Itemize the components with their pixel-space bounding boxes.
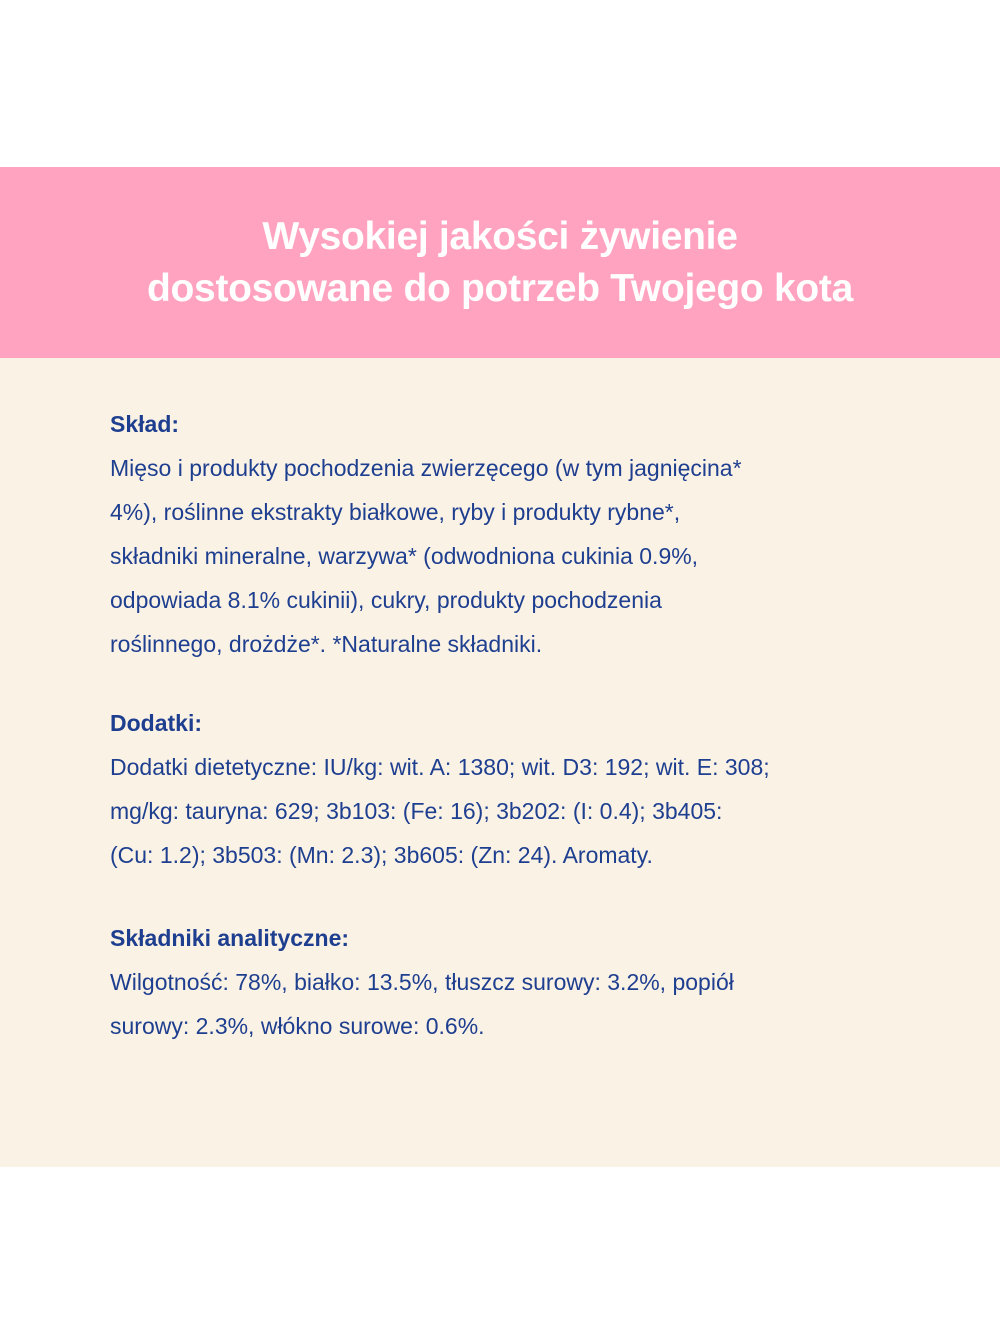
analytical-text-line: surowy: 2.3%, włókno surowe: 0.6%. <box>110 1013 485 1039</box>
composition-text-line: roślinnego, drożdże*. *Naturalne składniki. <box>110 631 543 657</box>
composition-text-line: 4%), roślinne ekstrakty białkowe, ryby i produkty rybne*, <box>110 499 681 525</box>
info-panel <box>0 358 1000 1167</box>
composition-section <box>110 402 910 666</box>
analytical-section <box>110 916 910 1048</box>
title-banner <box>0 167 1000 358</box>
composition-text-line: Mięso i produkty pochodzenia zwierzęcego (w tym jagnięcina* <box>110 455 742 481</box>
composition-text-line: składniki mineralne, warzywa* (odwodniona cukinia 0.9%, <box>110 543 699 569</box>
additives-text-line: Dodatki dietetyczne: IU/kg: wit. A: 1380; wit. D3: 192; wit. E: 308; <box>110 754 770 780</box>
additives-text-line: mg/kg: tauryna: 629; 3b103: (Fe: 16); 3b202: (I: 0.4); 3b405: <box>110 798 723 824</box>
composition-text-line: odpowiada 8.1% cukinii), cukry, produkty pochodzenia <box>110 587 662 613</box>
banner-title-line-1: Wysokiej jakości żywienie <box>262 214 738 258</box>
banner-title-line-2: dostosowane do potrzeb Twojego kota <box>147 266 853 310</box>
analytical-text-line: Wilgotność: 78%, białko: 13.5%, tłuszcz surowy: 3.2%, popiół <box>110 969 734 995</box>
composition-heading: Skład: <box>110 411 180 437</box>
additives-section <box>110 701 910 877</box>
additives-text-line: (Cu: 1.2); 3b503: (Mn: 2.3); 3b605: (Zn: 24). Aromaty. <box>110 842 653 868</box>
additives-heading: Dodatki: <box>110 710 202 736</box>
analytical-heading: Składniki analityczne: <box>110 925 350 951</box>
